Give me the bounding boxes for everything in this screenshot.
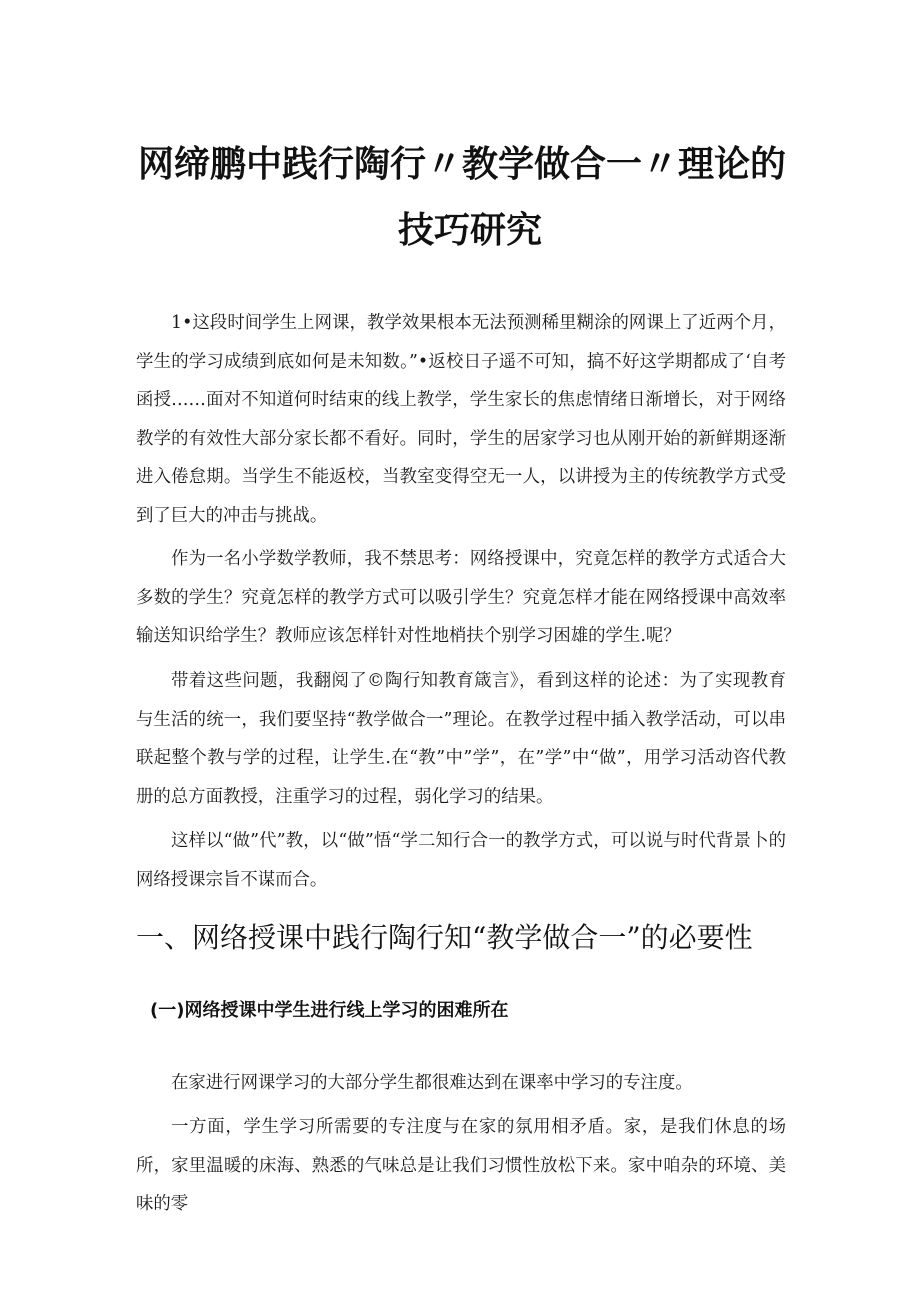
paragraph-summary: 这样以“做”代”教，以“做”悟“学二知行合一的教学方式，可以说与时代背景卜的网络授课宗旨不谋而合。 xyxy=(136,831,786,890)
paragraph-home-environment: 一方面，学生学习所需要的专注度与在家的氛用相矛盾。家，是我们休息的场所，家里温暖的床海、熟悉的气味总是让我们习惯性放松下来。家中咱杂的环境、美味的零 xyxy=(136,1117,786,1215)
paragraph-focus: 在家进行网课学习的大部分学生都很难达到在课率中学习的专注度。 xyxy=(171,1073,693,1093)
document-title-line-1: 网缔鹏中践行陶行〃教学做合一〃理论的 xyxy=(138,144,787,185)
paragraph-intro: 1•这段时间学生上网课，教学效果根本无法预测稀里糊涂的网课上了近两个月，学生的学习成绩到底如何是未知数。”•返校日子遥不可知，搞不好这学期都成了‘自考函授……面对不知道何时结束的线上教学，学生家长的焦虑情绪日渐增长，对于网络教学的有效性大部分家长都不看好。同时，学生的居家学习也从刚开始的新鲜期逐渐进入倦怠期。当学生不能返校，当教室变得空无一人，以讲授为主的传统教学方式受到了巨大的冲击与挑战。 xyxy=(136,313,786,526)
section-heading: 一、网络授课中践行陶行知“教学做合一”的必要性 xyxy=(136,921,753,954)
subsection-heading: (一)网络授课中学生进行线上学习的困难所在 xyxy=(150,1000,509,1021)
document-title-line-2: 技巧研究 xyxy=(398,210,543,251)
paragraph-teacher-thinking: 作为一名小学数学教师，我不禁思考：网络授课中，究竟怎样的教学方式适合大多数的学生？究竟怎样的教学方式可以吸引学生？究竟怎样才能在网络授课中高效率输送知识给学生？教师应该怎样针对性地梢扶个别学习困雄的学生.呢？ xyxy=(136,549,786,647)
paragraph-theory: 带着这些问题，我翻阅了©陶行知教育箴言》，看到这样的论述：为了实现教育与生活的统一，我们要坚持“教学做合一”理论。在教学过程中插入教学活动，可以串联起整个教与学的过程，让学生.在“教”中”学”，在”学”中“做”，用学习活动咨代教册的总方面教授，注重学习的过程，弱化学习的结果。 xyxy=(136,671,786,807)
